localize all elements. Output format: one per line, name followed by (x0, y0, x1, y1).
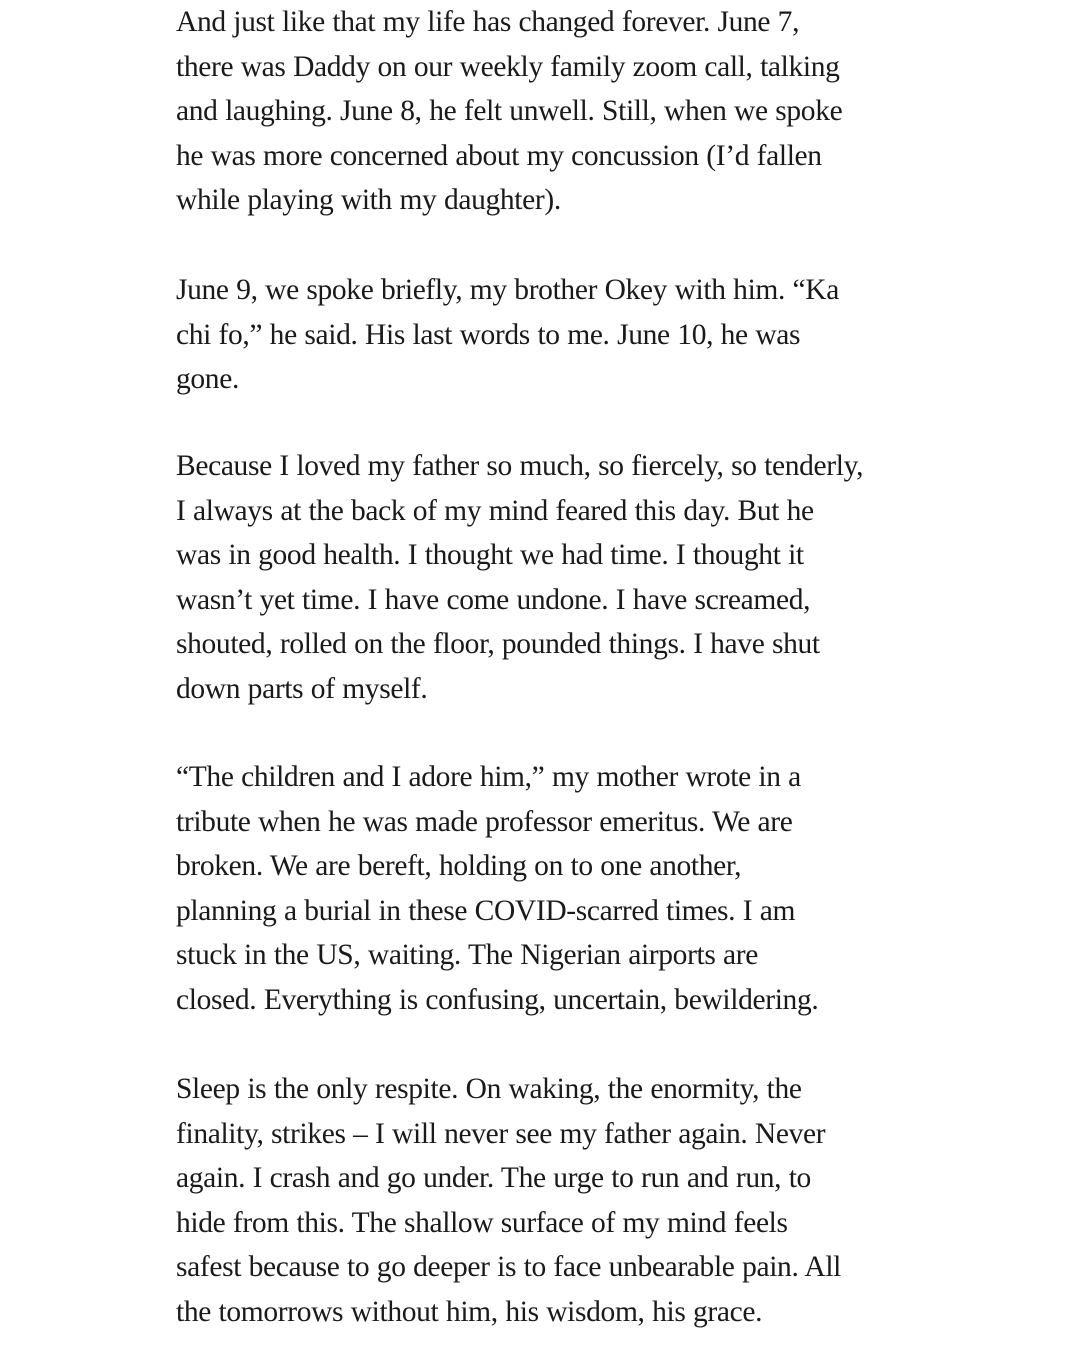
text-line: again. I crash and go under. The urge to run and run, to (176, 1162, 811, 1195)
text-line: And just like that my life has changed forever. June 7, (176, 6, 800, 38)
text-line: shouted, rolled on the floor, pounded things. I have shut (176, 628, 820, 661)
text-line: there was Daddy on our weekly family zoom call, talking (176, 50, 840, 83)
text-line: broken. We are bereft, holding on to one another, (176, 850, 742, 883)
text-line: Because I loved my father so much, so fiercely, so tenderly, (176, 450, 864, 482)
text-line: planning a burial in these COVID-scarred times. I am (176, 894, 796, 927)
paragraph-4 (176, 755, 818, 1023)
paragraph-3 (176, 444, 863, 712)
text-line: down parts of myself. (176, 672, 428, 705)
text-line: stuck in the US, waiting. The Nigerian airports are (176, 939, 759, 972)
text-line: June 9, we spoke briefly, my brother Okey with him. “Ka (176, 274, 839, 306)
paragraph-1 (176, 0, 842, 223)
text-line: hide from this. The shallow surface of my mind feels (176, 1206, 788, 1239)
text-line: he was more concerned about my concussion (I’d fallen (176, 139, 822, 172)
text-line: the tomorrows without him, his wisdom, his grace. (176, 1295, 763, 1328)
text-line: wasn’t yet time. I have come undone. I have screamed, (176, 583, 811, 616)
paragraph-5 (176, 1067, 841, 1335)
text-line: gone. (176, 363, 239, 396)
text-line: and laughing. June 8, he felt unwell. Still, when we spoke (176, 95, 843, 128)
text-line: finality, strikes – I will never see my father again. Never (176, 1117, 826, 1150)
text-line: tribute when he was made professor emeritus. We are (176, 805, 793, 838)
text-line: while playing with my daughter). (176, 184, 561, 217)
text-line: closed. Everything is confusing, uncertain, bewildering. (176, 983, 819, 1016)
text-line: Sleep is the only respite. On waking, the enormity, the (176, 1073, 802, 1105)
text-line: safest because to go deeper is to face unbearable pain. All (176, 1251, 842, 1284)
text-line: was in good health. I thought we had time. I thought it (176, 539, 804, 572)
text-line: I always at the back of my mind feared this day. But he (176, 494, 814, 527)
text-line: “The children and I adore him,” my mother wrote in a (176, 761, 801, 793)
text-line: chi fo,” he said. His last words to me. June 10, he was (176, 318, 801, 351)
paragraph-2 (176, 268, 839, 402)
